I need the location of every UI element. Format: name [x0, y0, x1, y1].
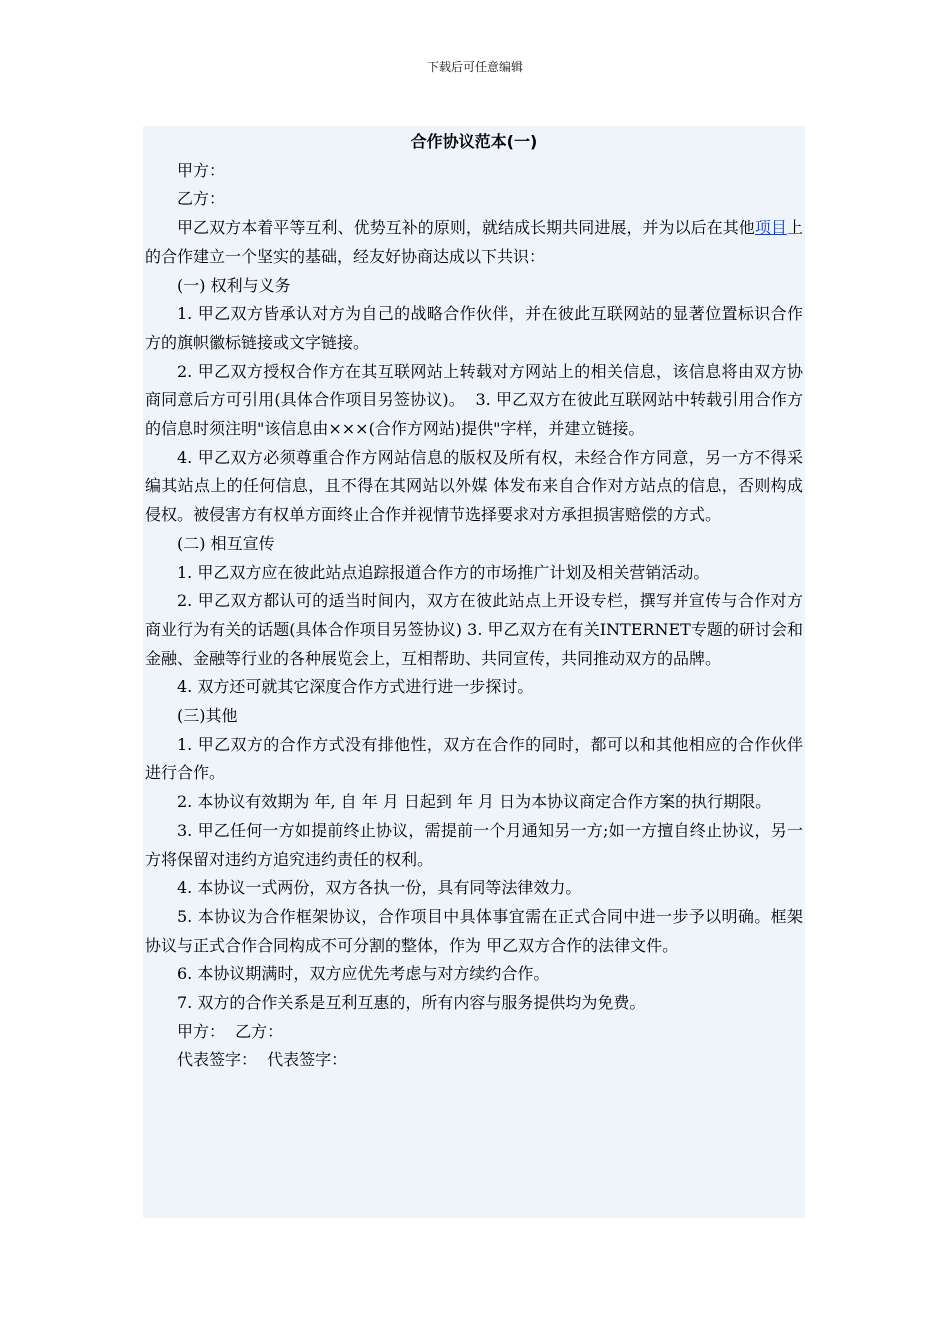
clause-paragraph: 4. 双方还可就其它深度合作方式进行进一步探讨。 — [177, 677, 534, 697]
clause-paragraph: 2. 甲乙双方授权合作方在其互联网站上转载对方网站上的相关信息，该信息将由双方协商同意后方可引用(具体合作项目另签协议)。 3. 甲乙双方在彼此互联网站中转载引用合作方的信息时须注明"该信息由×××(合作方网站)提供"字样，并建立链接。 — [145, 361, 803, 439]
clause-paragraph: 4. 甲乙双方必须尊重合作方网站信息的版权及所有权，未经合作方同意，另一方不得采编其站点上的任何信息，且不得在其网站以外媒 体发布来自合作对方站点的信息，否则构成侵权。被侵害方有权单方面终止合作并视情节选择要求对方承担损害赔偿的方式。 — [145, 447, 803, 525]
section-heading: (三)其他 — [177, 706, 238, 726]
download-note: 下载后可任意编辑 — [426, 60, 523, 74]
clause-paragraph: 2. 甲乙双方都认可的适当时间内，双方在彼此站点上开设专栏，撰写并宣传与合作对方商业行为有关的话题(具体合作项目另签协议) 3. 甲乙双方在有关INTERNET专题的研讨会和金融、金融等行业的各种展览会上，互相帮助、共同宣传，共同推动双方的品牌。 — [145, 591, 803, 668]
document-title: 合作协议范本(一) — [410, 132, 538, 151]
agreement-document — [143, 126, 805, 1218]
clause-paragraph: 5. 本协议为合作框架协议，合作项目中具体事宜需在正式合同中进一步予以明确。框架协议与正式合作合同构成不可分割的整体，作为 甲乙双方合作的法律文件。 — [145, 906, 803, 955]
clause-paragraph: 6. 本协议期满时，双方应优先考虑与对方续约合作。 — [177, 964, 550, 984]
party-a-line: 甲方： — [177, 160, 226, 180]
party-b-line: 乙方： — [177, 189, 226, 209]
preamble-paragraph — [145, 214, 803, 271]
clause-paragraph: 1. 甲乙双方皆承认对方为自己的战略合作伙伴，并在彼此互联网站的显著位置标识合作方的旗帜徽标链接或文字链接。 — [145, 304, 803, 352]
clause-paragraph: 2. 本协议有效期为 年, 自 年 月 日起到 年 月 日为本协议商定合作方案的执行期限。 — [177, 792, 772, 812]
clause-paragraph: 4. 本协议一式两份，双方各执一份，具有同等法律效力。 — [177, 878, 582, 898]
clause-paragraph: 3. 甲乙任何一方如提前终止协议，需提前一个月通知另一方;如一方擅自终止协议，另一方将保留对违约方追究违约责任的权利。 — [145, 820, 803, 869]
signature-representatives-line: 代表签字： 代表签字： — [177, 1050, 348, 1070]
section-heading: (二) 相互宣传 — [177, 533, 275, 553]
preamble-text-end: 上的合作建立一个坚实的基础，经友好协商达成以下共识： — [145, 218, 803, 266]
clause-paragraph: 7. 双方的合作关系是互利互惠的，所有内容与服务提供均为免费。 — [177, 993, 646, 1013]
clause-paragraph: 1. 甲乙双方应在彼此站点追踪报道合作方的市场推广计划及相关营销活动。 — [177, 562, 710, 582]
project-link[interactable]: 项目 — [754, 218, 787, 238]
signature-parties-line: 甲方： 乙方： — [177, 1021, 284, 1041]
clause-paragraph: 1. 甲乙双方的合作方式没有排他性，双方在合作的同时，都可以和其他相应的合作伙伴进行合作。 — [145, 734, 803, 783]
preamble-text-start: 甲乙双方本着平等互利、优势互补的原则，就结成长期共同进展，并为以后在其他 — [177, 218, 755, 238]
section-heading: (一) 权利与义务 — [177, 275, 291, 295]
